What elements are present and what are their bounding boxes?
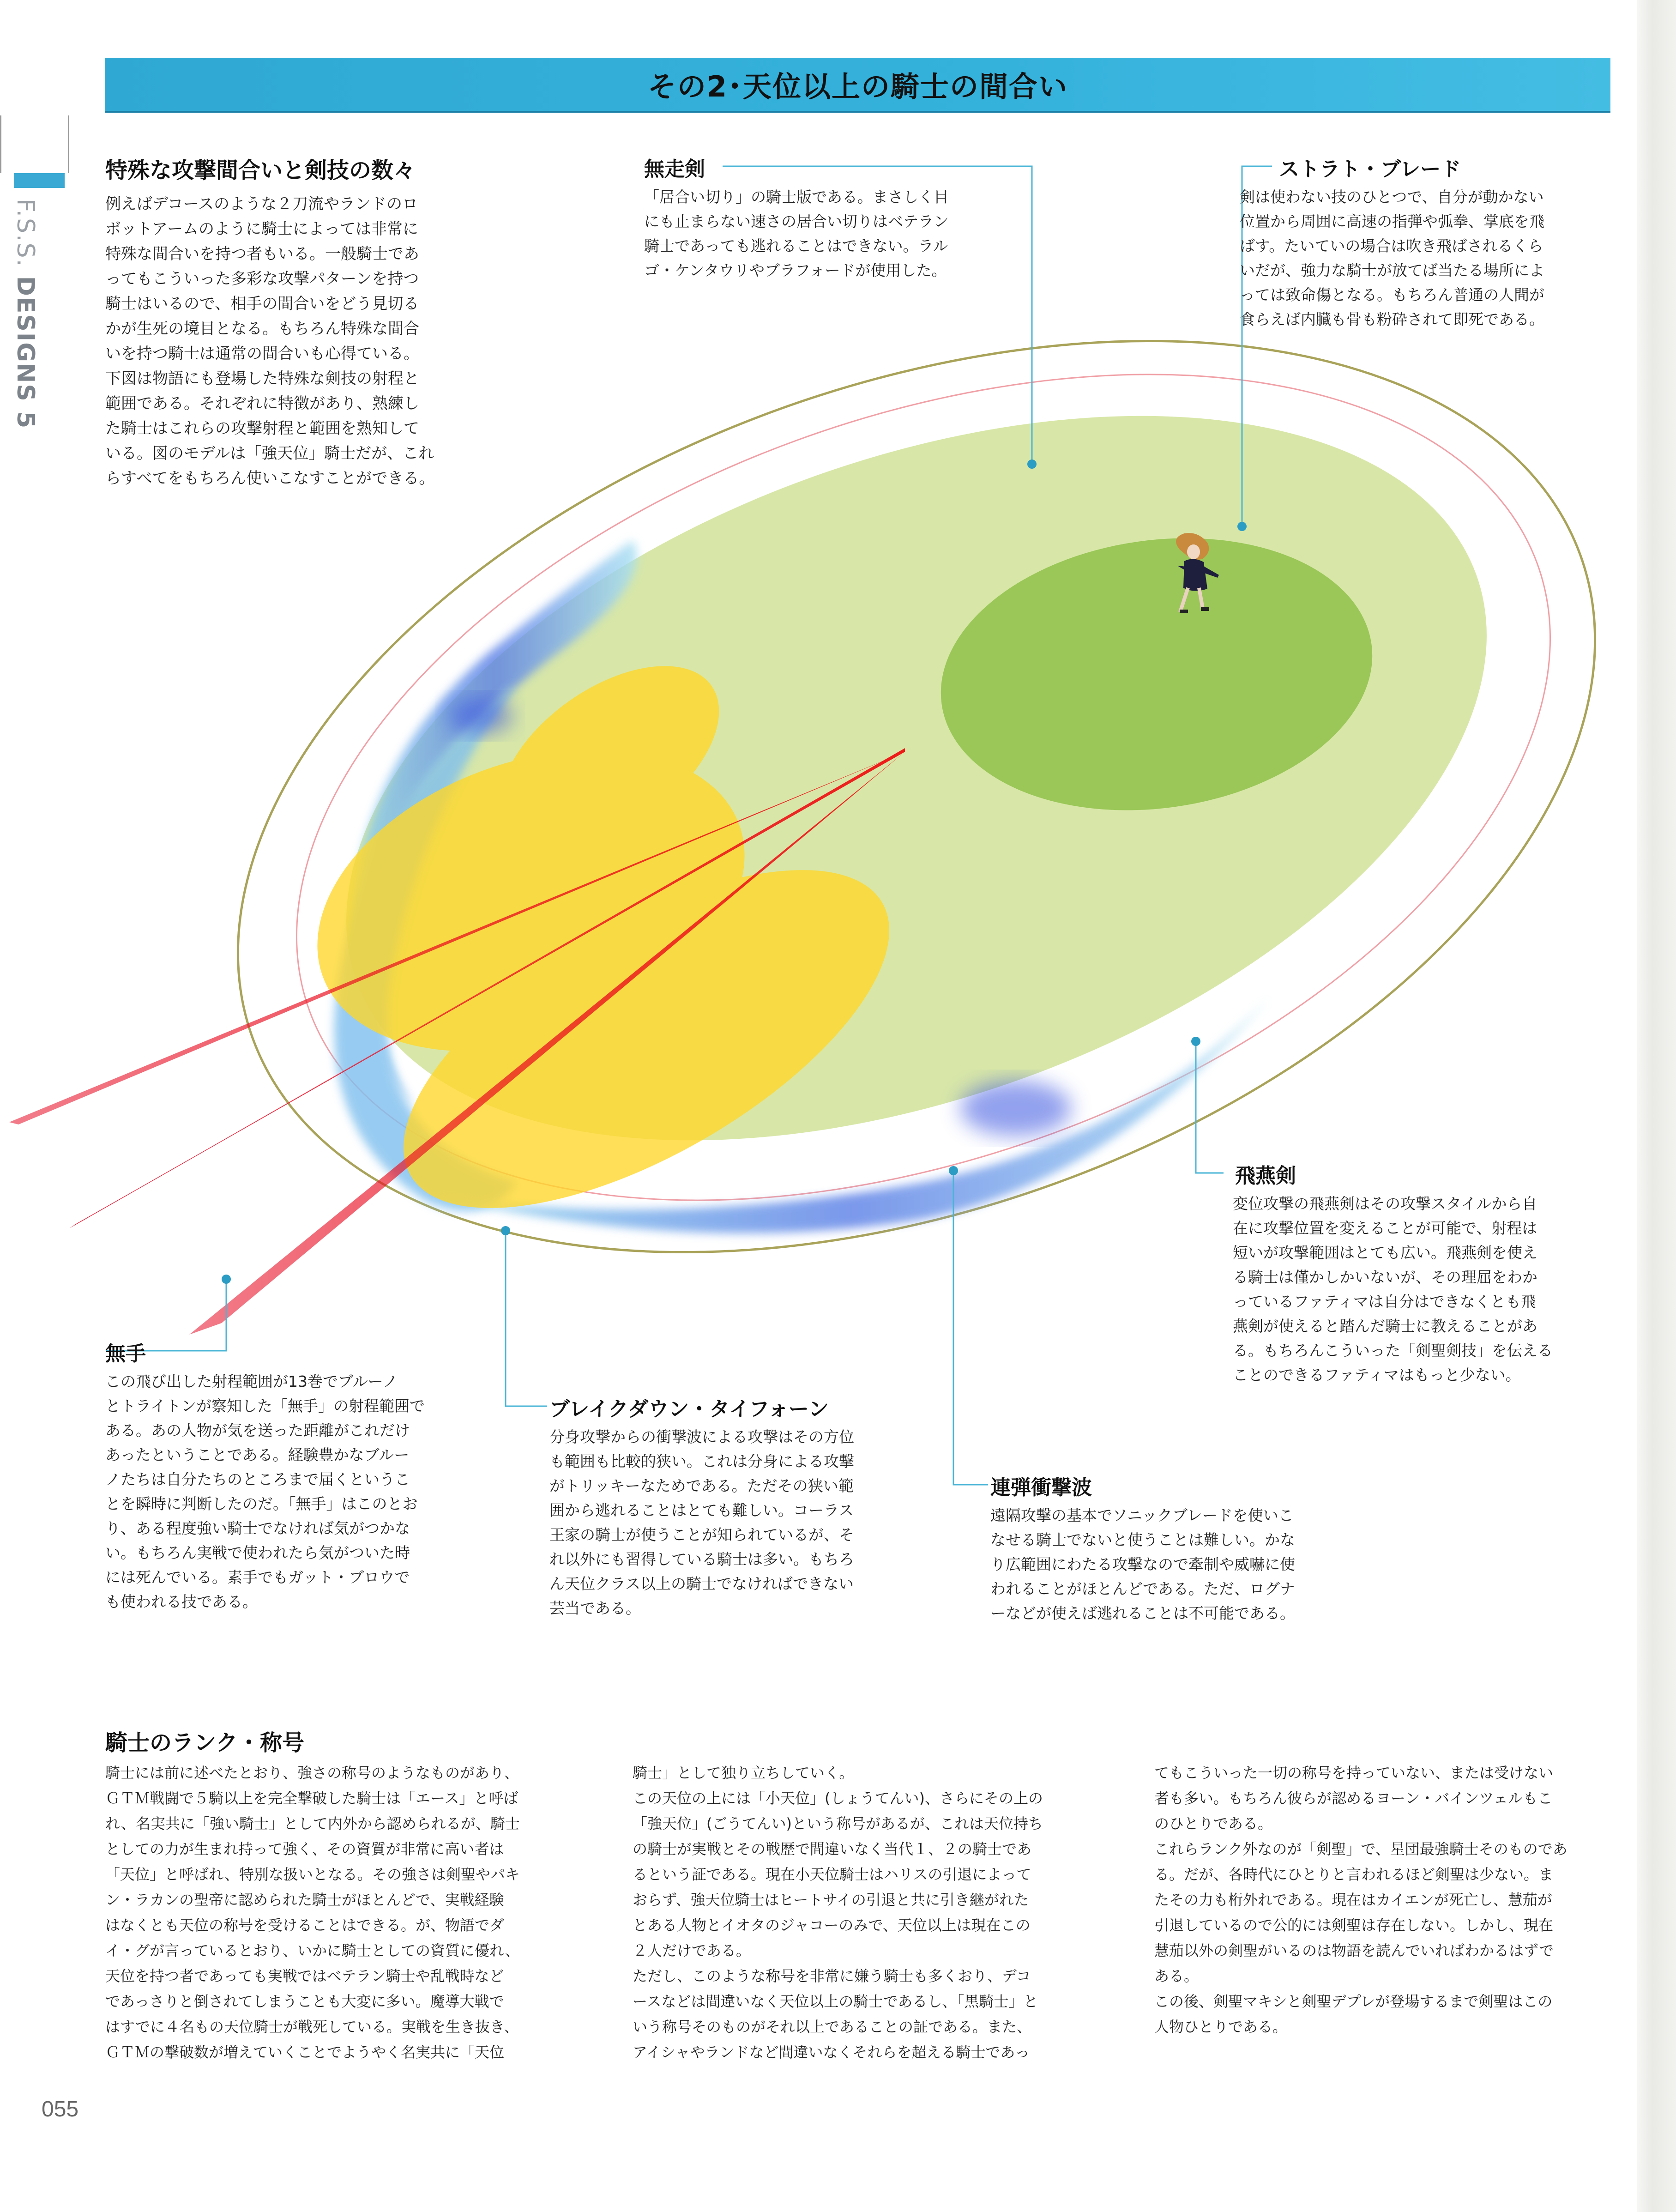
intro-heading: 特殊な攻撃間合いと剣技の数々	[105, 157, 416, 183]
leader-line-rendan	[953, 1171, 988, 1485]
callout-body-hienken: 変位攻撃の飛燕剣はその攻撃スタイルから自 在に攻撃位置を変えることが可能で、射程は 短いが攻撃範囲はとても広い。飛燕剣を使え る騎士は僅かしかいないが、その理屈をわか っているファティマは自分はできなくとも飛 燕剣が使えると踏んだ騎士に教えることがあ る。もちろんこういった「剣聖剣技」を伝える ことのできるファティマはもっと少ない。	[1233, 1195, 1553, 1384]
page-number: 055	[42, 2097, 79, 2121]
intro-body: 例えばデコースのような２刀流やランドのロ ボットアームのように騎士によっては非常に 特殊な間合いを持つ者もいる。一般騎士であ ってもこういった多彩な攻撃パターンを持つ 騎士はいるので、相手の間合いをどう見切る かが生死の境目となる。もちろん特殊な間合 いを持つ騎士は通常の間合いも心得ている。 下図は物語にも登場した特殊な剣技の射程と 範囲である。それぞれに特徴があり、熟練し た騎士はこれらの攻撃射程と範囲を熟知して いる。図のモデルは「強天位」騎士だが、これ らすべてをもちろん使いこなすことができる。	[105, 195, 435, 488]
callout-body-musouken: 「居合い切り」の騎士版である。まさしく目 にも止まらない速さの居合い切りはベテラン 騎士であっても逃れることはできない。ラル ゴ・ケンタウリやブラフォードが使用した。	[644, 188, 949, 279]
side-label-bold: DESIGNS 5	[12, 276, 39, 429]
rank-column-3: てもこういった一切の称号を持っていない、または受けない 者も多い。もちろん彼らが認めるヨーン・バインツェルもこ のひとりである。 これらランク外なのが「剣聖」で、星団最強騎士そのものであ る。だが、各時代にひとりと言われるほど剣聖は少ない。ま たその力も桁外れである。現在はカイエンが死亡し、慧茄が 引退しているので公的には剣聖は存在しない。しかし、現在 慧茄以外の剣聖がいるのは物語を読んでいればわかるはずで ある。 この後、剣聖マキシと剣聖デプレが登場するまで剣聖はこの 人物ひとりである。	[1154, 1764, 1567, 2036]
callout-body-mute: この飛び出した射程範囲が13巻でブルーノ とトライトンが察知した「無手」の射程範囲で ある。あの人物が気を送った距離がこれだけ あったということである。経験豊かなブルー ノたちは自分たちのところまで届くというこ とを瞬時に判断したのだ。「無手」はこのとお り、ある程度強い騎士でなければ気がつかな い。もちろん実戦で使われたら気がついた時 には死んでいる。素手でもガット・ブロウで も使われる技である。	[105, 1372, 425, 1611]
callout-title-breakdown: ブレイクダウン・タイフォーン	[549, 1397, 829, 1421]
rank-column-2: 騎士」として独り立ちしていく。 この天位の上には「小天位」(しょうてんい)、さらにその上の 「強天位」(ごうてんい)という称号があるが、これは天位持ち の騎士が実戦とその戦歴で間違いなく当代１、２の騎士であ るという証である。現在小天位騎士はハリスの引退によって おらず、強天位騎士はヒートサイの引退と共に引き継がれた とある人物とイオタのジャコーのみで、天位以上は現在この ２人だけである。 ただし、このような称号を非常に嫌う騎士も多くおり、デコ ースなどは間違いなく天位以上の騎士であるし、「黒騎士」と いう称号そのものがそれ以上であることの証である。また、 アイシャやランドなど間違いなくそれらを超える騎士であっ	[633, 1764, 1043, 2061]
callout-title-musouken: 無走剣	[644, 157, 705, 181]
rank-column-1: 騎士には前に述べたとおり、強さの称号のようなものがあり、 ＧＴＭ戦闘で５騎以上を完全撃破した騎士は「エース」と呼ば れ、名実共に「強い騎士」として内外から認められるが、騎士 としての力が生まれ持って強く、その資質が非常に高い者は 「天位」と呼ばれ、特別な扱いとなる。その強さは剣聖やパキ ン・ラカンの聖帝に認められた騎士がほとんどで、実戦経験 はなくとも天位の称号を受けることはできる。が、物語でダ イ・グが言っているとおり、いかに騎士としての資質に優れ、 天位を持つ者であっても実戦ではベテラン騎士や乱戦時など であっさりと倒されてしまうことも大変に多い。魔導大戦で はすでに４名もの天位騎士が戦死している。実戦を生き抜き、 ＧＴＭの撃破数が増えていくことでようやく名実共に「天位	[105, 1764, 520, 2061]
callout-title-hienken: 飛燕剣	[1235, 1164, 1296, 1188]
page-title: その2･天位以上の騎士の間合い	[647, 70, 1068, 103]
callout-title-strut: ストラト・ブレード	[1279, 157, 1461, 181]
rank-heading: 騎士のランク・称号	[105, 1730, 305, 1756]
callout-body-strut: 剣は使わない技のひとつで、自分が動かない 位置から周囲に高速の指弾や弧拳、掌底を飛 ばす。たいていの場合は吹き飛ばされるくら いだが、強力な騎士が放てば当たる場所によ っては致命傷となる。もちろん普通の人間が 食らえば内臓も骨も粉砕されて即死である。	[1240, 188, 1544, 328]
callout-title-mute: 無手	[105, 1342, 146, 1366]
callout-title-rendan: 連弾衝撃波	[990, 1476, 1092, 1499]
side-label-light: F.S.S.	[12, 199, 39, 276]
callout-body-breakdown: 分身攻撃からの衝撃波による攻撃はその方位 も範囲も比較的狭い。これは分身による攻撃 がトリッキーなためである。ただその狭い範 囲から逃れることはとても難しい。コーラス 王家の騎士が使うことが知られているが、そ れ以外にも習得している騎士は多い。もちろ ん天位クラス以上の騎士でなければできない 芸当である。	[549, 1428, 854, 1617]
callout-body-rendan: 遠隔攻撃の基本でソニックブレードを使いこ なせる騎士でないと使うことは難しい。かな り広範囲にわたる攻撃なので牽制や威嚇に使 われることがほとんどである。ただ、ログナ ーなどが使えば逃れることは不可能である。	[990, 1506, 1295, 1622]
leader-line-breakdown	[506, 1231, 547, 1406]
